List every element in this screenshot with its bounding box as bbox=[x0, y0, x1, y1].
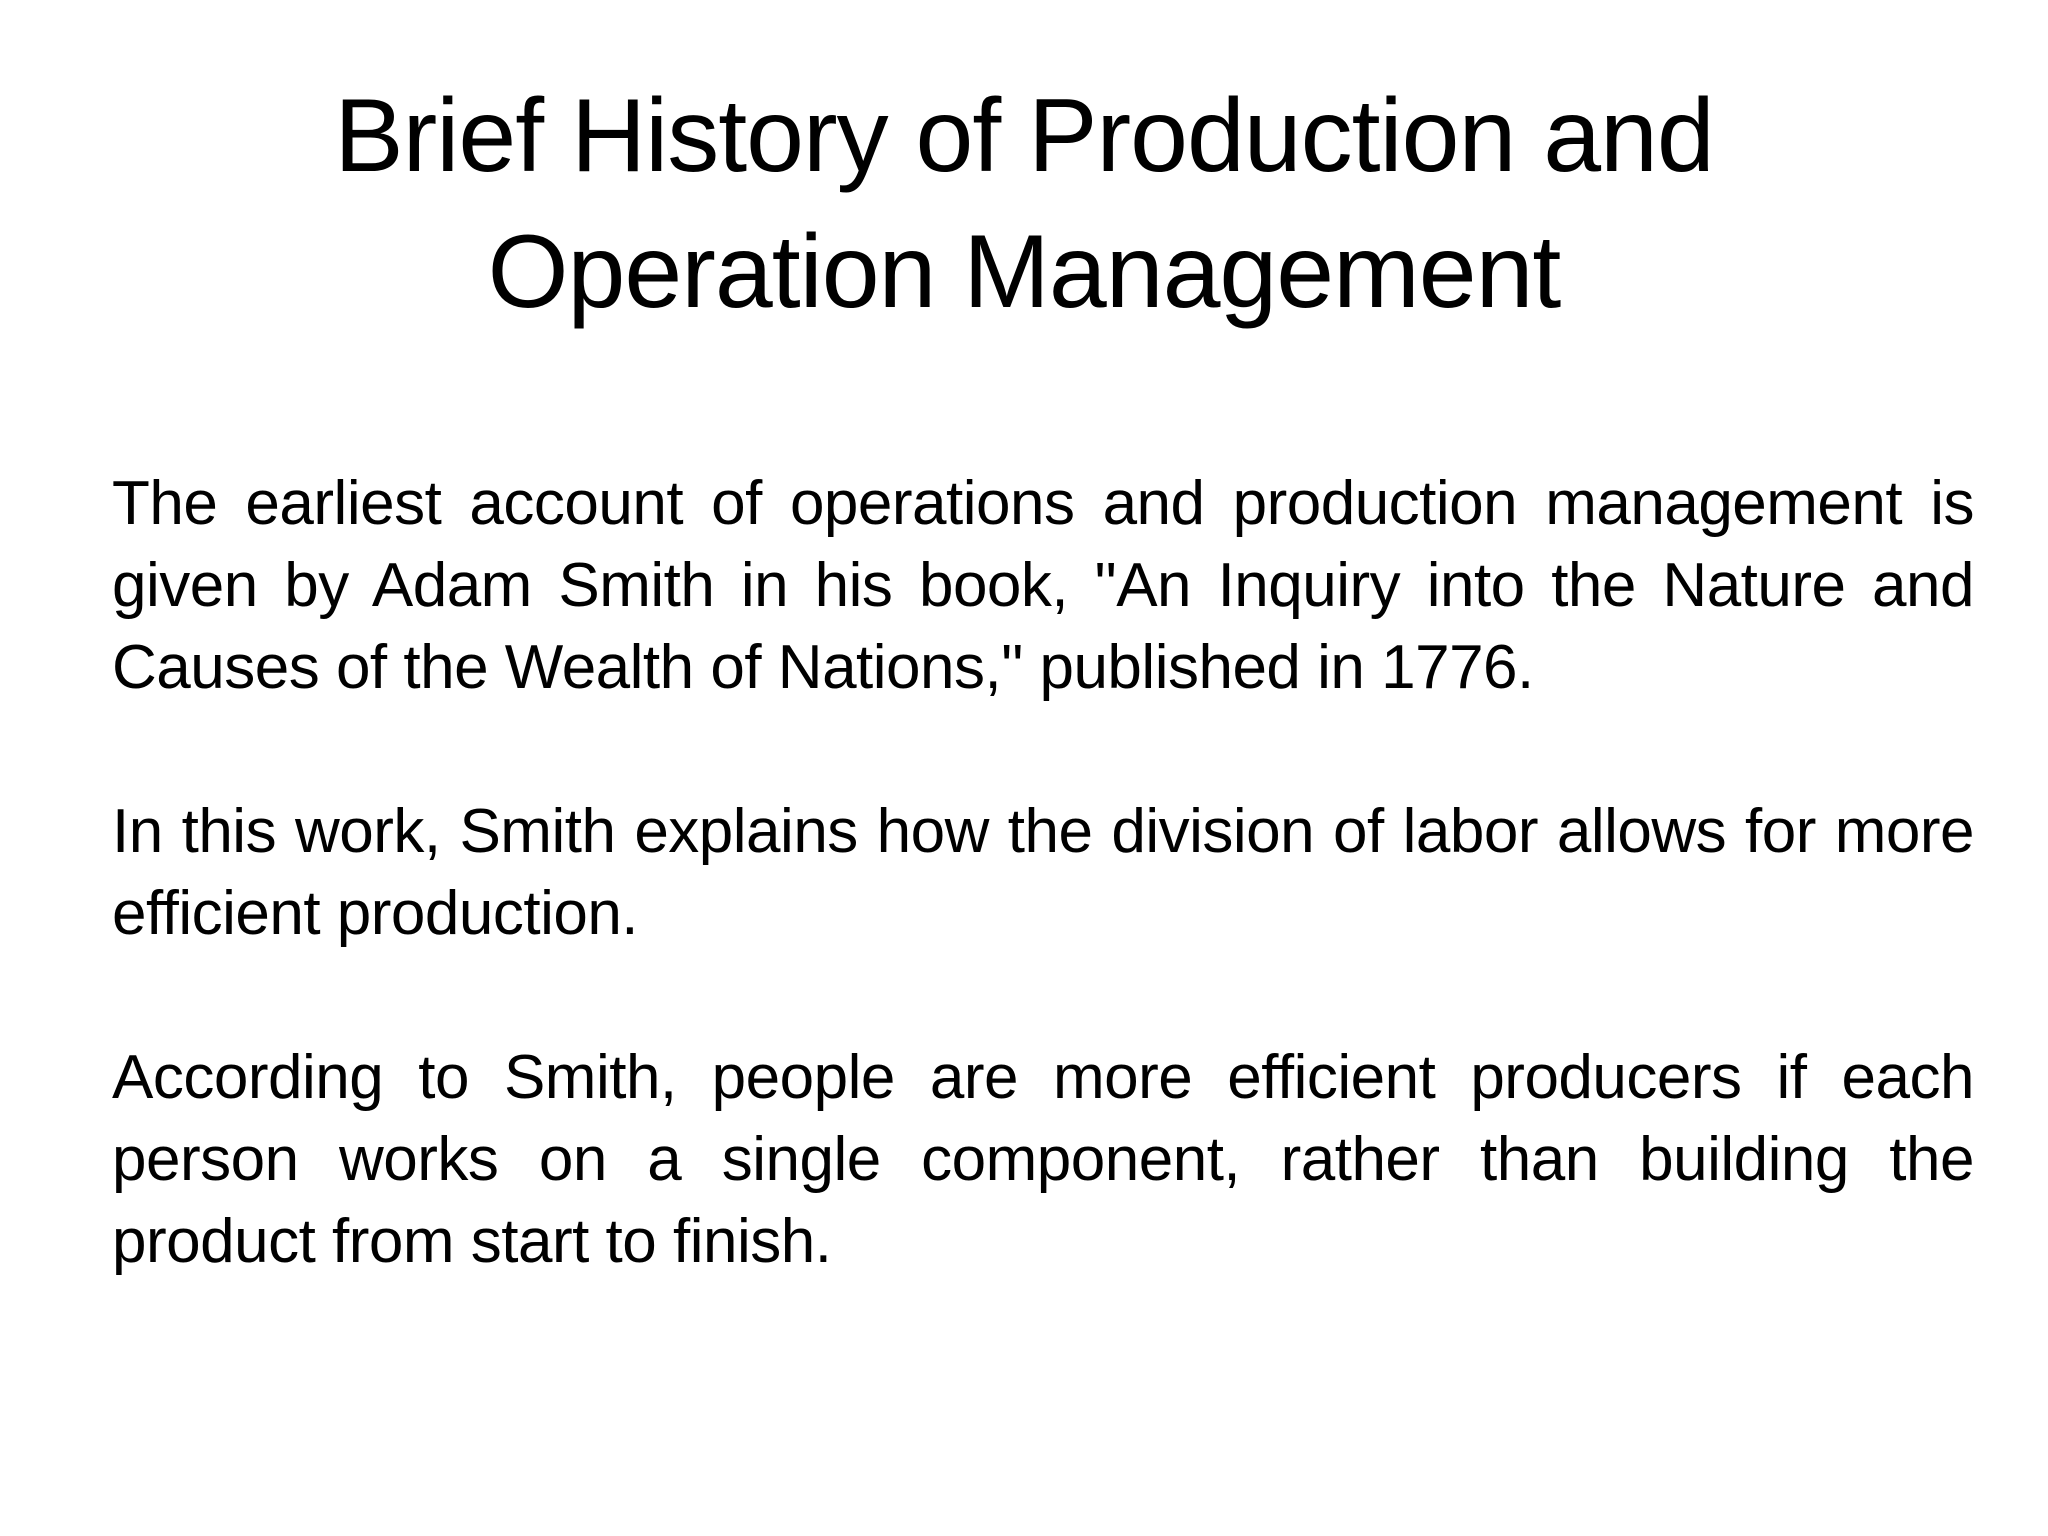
slide-title-line-2: Operation Management bbox=[487, 214, 1561, 330]
slide-title bbox=[150, 68, 1898, 340]
slide-title-line-1: Brief History of Production and bbox=[334, 78, 1714, 194]
paragraph-adam-smith-account: The earliest account of operations and production management is given by Adam Smith in his book, "An Inquiry into the Nature and Causes of the Wealth of Nations," published in 1776. bbox=[112, 469, 1974, 702]
slide-body bbox=[112, 463, 1974, 1365]
paragraph-efficient-producers: According to Smith, people are more efficient producers if each person works on a single component, rather than building the product from start to finish. bbox=[112, 1043, 1974, 1276]
paragraph-division-of-labor: In this work, Smith explains how the division of labor allows for more efficient production. bbox=[112, 797, 1974, 948]
